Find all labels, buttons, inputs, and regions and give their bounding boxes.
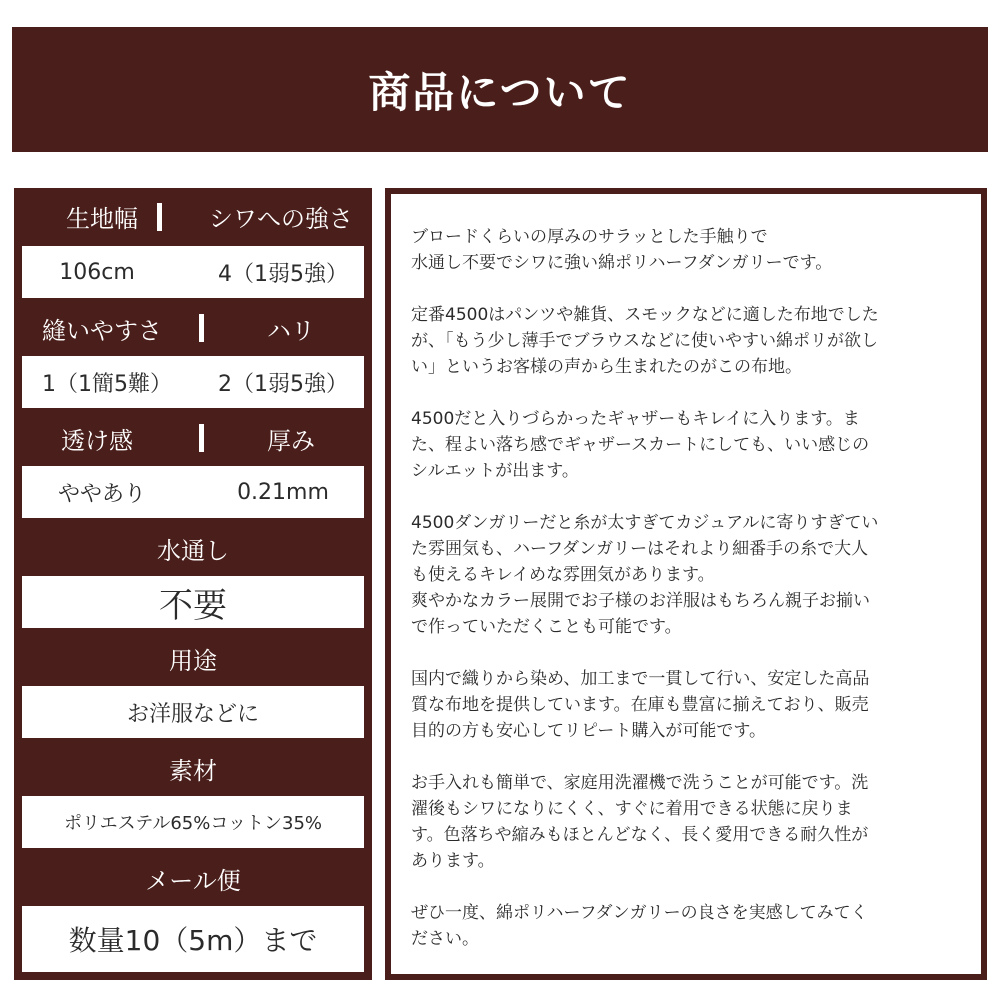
value-row-prewash [22,576,364,628]
description-text [411,224,971,952]
description-line: が、「もう少し薄手でブラウスなどに使いやすい綿ポリが欲し [411,331,878,351]
description-line: 定番4500はパンツや雑貨、スモックなどに適した布地でした [411,305,879,325]
value-row-usage [22,686,364,738]
label-mail-delivery: メール便 [145,866,241,895]
spec-table [14,188,372,980]
description-line: お手入れも簡単で、家庭用洗濯機で洗うことが可能です。洗 [411,773,869,793]
value-row-2 [22,356,364,408]
separator [157,203,162,231]
description-paragraph [411,302,971,380]
description-paragraph [411,770,971,874]
description-line: 爽やかなカラー展開でお子様のお洋服はもちろん親子お揃い [411,591,870,611]
description-line: 国内で織りから染め、加工まで一貫して行い、安定した高品 [411,669,870,689]
label-usage: 用途 [169,646,217,675]
description-line: ブロードくらいの厚みのサラッとした手触りで [411,227,768,247]
description-line: あります。 [411,851,495,871]
value-prewash: 不要 [159,585,227,626]
description-line: も使えるキレイめな雰囲気があります。 [411,565,715,585]
description-paragraph [411,666,971,744]
value-row-material [22,796,364,848]
value-usage: お洋服などに [126,701,259,727]
description-line: シルエットが出ます。 [411,461,579,481]
label-material: 素材 [169,756,217,785]
description-panel [385,188,987,980]
label-fabric-width: 生地幅 [66,204,138,233]
value-row-1 [22,246,364,298]
value-row-3 [22,466,364,518]
value-ease-of-sewing: 1（1簡5難） [42,371,172,397]
description-line: い」というお客様の声から生まれたのがこの布地。 [411,357,802,377]
value-row-mail-delivery [22,906,364,972]
description-line: ぜひ一度、綿ポリハーフダンガリーの良さを実感してみてく [411,903,868,923]
description-line: 水通し不要でシワに強い綿ポリハーフダンガリーです。 [411,253,833,273]
separator [199,314,204,342]
value-mail-delivery: 数量10（5m）まで [68,924,318,957]
label-sheerness: 透け感 [61,426,133,455]
description-line: で作っていただくことも可能です。 [411,617,682,637]
description-paragraph [411,900,971,952]
description-line: 目的の方も安心してリピート購入が可能です。 [411,721,766,741]
label-wrinkle-resistance: シワへの強さ [209,204,353,233]
description-line: 質な布地を提供しています。在庫も豊富に揃えており、販売 [411,695,869,715]
value-sheerness: ややあり [57,481,146,507]
value-fabric-width: 106cm [59,259,135,285]
value-stiffness: 2（1弱5強） [218,371,348,397]
label-prewash: 水通し [157,536,229,565]
section-title: 商品について [368,67,632,117]
description-paragraph [411,510,971,640]
value-thickness: 0.21mm [237,479,329,505]
label-ease-of-sewing: 縫いやすさ [42,316,162,345]
description-line: 4500だと入りづらかったギャザーもキレイに入ります。ま [411,409,860,429]
description-paragraph [411,406,971,484]
description-line: た、程よい落ち感でギャザースカートにしても、いい感じの [411,435,870,455]
description-line: 濯後もシワになりにくく、すぐに着用できる状態に戻りま [411,799,853,819]
description-line: す。色落ちや縮みもほとんどなく、長く愛用できる耐久性が [411,825,869,845]
value-wrinkle-resistance: 4（1弱5強） [218,261,348,287]
description-line: 4500ダンガリーだと糸が太すぎてカジュアルに寄りすぎてい [411,513,879,533]
description-line: ださい。 [411,929,479,949]
section-header [12,27,988,152]
value-material: ポリエステル65%コットン35% [63,813,323,834]
description-paragraph [411,224,971,276]
label-stiffness: ハリ [267,316,315,345]
description-line: た雰囲気も、ハーフダンガリーはそれより細番手の糸で大人 [411,539,869,559]
label-thickness: 厚み [267,426,315,455]
separator [199,424,204,452]
